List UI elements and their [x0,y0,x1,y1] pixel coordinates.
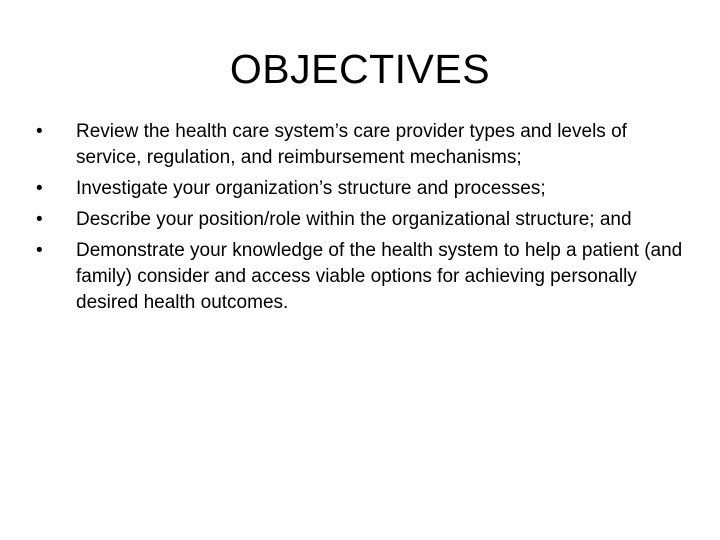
bullet-icon: • [36,178,43,199]
bullet-text: Describe your position/role within the organizational structure; and [76,209,632,230]
list-item [36,238,696,316]
bullet-text: Demonstrate your knowledge of the health system to help a patient (and family) consider and access viable options for achieving personally desired health outcomes. [76,240,683,313]
list-item [36,119,696,171]
bullet-icon: • [36,240,43,261]
bullet-text: Review the health care system’s care provider types and levels of service, regulation, and reimbursement mechanisms; [76,121,627,168]
bullet-icon: • [36,209,43,230]
list-item [36,207,696,233]
slide-title: OBJECTIVES [229,46,491,92]
objectives-list [36,119,696,321]
list-item [36,176,696,202]
bullet-text: Investigate your organization’s structure and processes; [76,178,546,199]
bullet-icon: • [36,121,43,142]
